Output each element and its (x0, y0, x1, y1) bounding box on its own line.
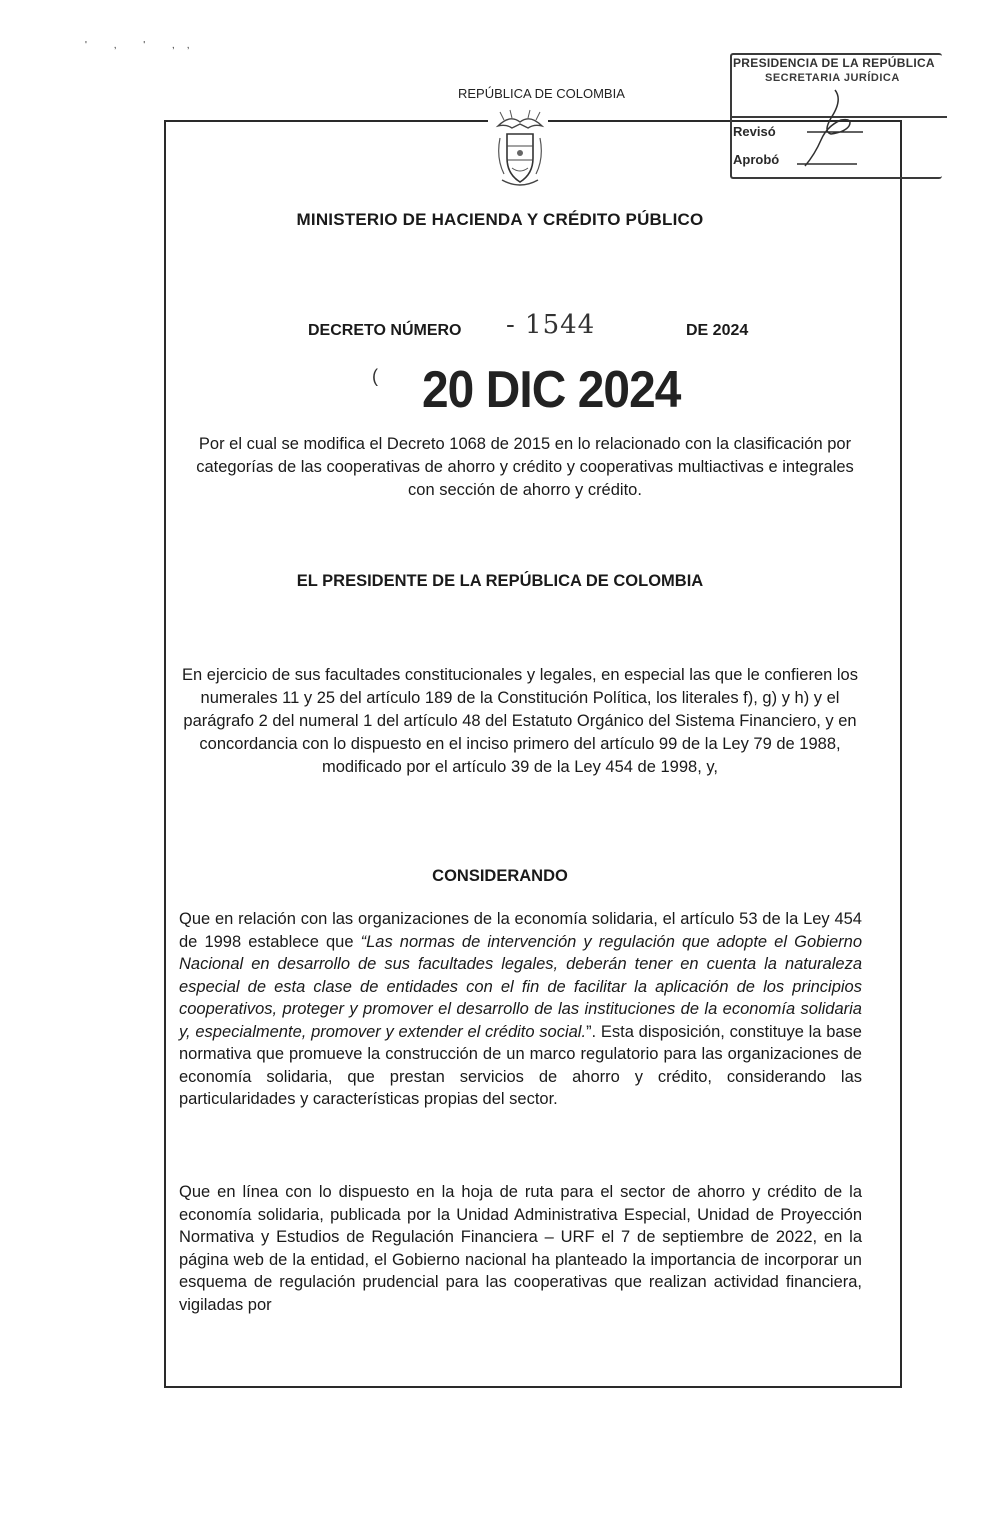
country-name: REPÚBLICA DE COLOMBIA (458, 86, 625, 101)
stamp-reviso-label: Revisó (733, 124, 776, 139)
handwritten-signature (787, 88, 867, 178)
decree-subject: Por el cual se modifica el Decreto 1068 de 2015 en lo relacionado con la clasificación por categorías de las cooperativas de ahorro y crédito y cooperativas multiactivas e integrales con sección de ahorro y crédito. (196, 435, 854, 499)
considering-paragraph-2: Que en línea con lo dispuesto en la hoja de ruta para el sector de ahorro y crédito de la economía solidaria, publicada por la Unidad Administrativa Especial, Unidad de Proyección Normativa y Estudios de Regulación Financiera – URF el 7 de septiembre de 2022, en la página web de la entidad, el Gobierno nacional ha planteado la importancia de incorporar un esquema de regulación prudencial para las cooperativas que realizan actividad financiera, vigiladas por (179, 1183, 862, 1314)
president-heading: EL PRESIDENTE DE LA REPÚBLICA DE COLOMBIA (296, 572, 704, 590)
date-parenthesis: ( (372, 366, 378, 386)
legal-review-stamp (727, 48, 947, 182)
decree-year: DE 2024 (686, 322, 749, 339)
ministry-title: MINISTERIO DE HACIENDA Y CRÉDITO PÚBLICO (296, 210, 704, 229)
decree-date-stamp: 20 DIC 2024 (422, 361, 681, 419)
colombia-coat-of-arms-icon (490, 108, 550, 192)
considering-paragraph-1 (179, 908, 862, 1111)
stamp-secretaria: SECRETARIA JURÍDICA (765, 72, 900, 84)
stamp-aprobo-label: Aprobó (733, 152, 780, 167)
paragraph-1-rest: ”. Esta disposición, constituye la base normativa que promueve la construcción de un marco regulatorio para las organizaciones de economía solidaria, que prestan servicios de ahorro y crédito, considerando las particularidades y características propias del sector. (179, 1022, 862, 1108)
considering-heading: CONSIDERANDO (432, 867, 568, 885)
decree-label: DECRETO NÚMERO (308, 322, 462, 339)
legal-powers-paragraph: En ejercicio de sus facultades constitucionales y legales, en especial las que le confieren los numerales 11 y 25 del artículo 189 de la Constitución Política, los literales f), g) y h) y el parágrafo 2 del numeral 1 del artículo 48 del Estatuto Orgánico del Sistema Financiero, y en concordancia con lo dispuesto en el inciso primero del artículo 99 de la Ley 79 de 1988, modificado por el artículo 39 de la Ley 454 de 1998, y, (182, 666, 858, 776)
decree-number: - 1544 (506, 310, 596, 340)
stamp-presidencia: PRESIDENCIA DE LA REPÚBLICA (733, 56, 935, 70)
scan-specks: ' , ' ,, (85, 40, 202, 51)
paragraph-1-intro: Que en relación con las organizaciones de la economía solidaria, el artículo 53 de la Ley 454 de 1998 establece que (179, 910, 862, 951)
paragraph-1-quote: “Las normas de intervención y regulación que adopte el Gobierno Nacional en desarrollo de sus facultades legales, deberán tener en cuenta la naturaleza especial de esta clase de entidades con el fin de facilitar la aplicación de los principios cooperativos, proteger y promover el desarrollo de las instituciones de la economía solidaria y, especialmente, promover y extender el crédito social. (179, 932, 862, 1041)
